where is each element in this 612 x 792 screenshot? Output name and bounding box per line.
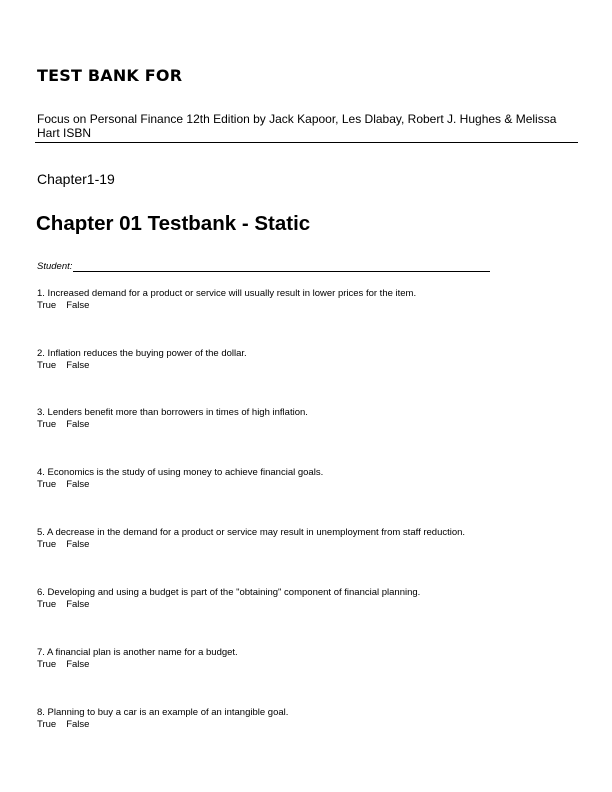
question-item [37,288,416,311]
student-field [37,261,490,272]
question-text: 1. Increased demand for a product or service will usually result in lower prices for the item. [37,288,417,299]
option-false[interactable]: False [66,299,90,311]
option-true[interactable]: True [37,299,57,311]
question-text: 5. A decrease in the demand for a product or service may result in unemployment from staff reduction. [37,527,466,538]
student-name-line[interactable] [73,261,490,272]
test-bank-banner: TEST BANK FOR [37,66,183,85]
question-item [37,707,288,730]
option-true[interactable]: True [37,658,57,670]
option-true[interactable]: True [37,478,57,490]
option-true[interactable]: True [37,538,57,550]
option-true[interactable]: True [37,418,57,430]
option-false[interactable]: False [66,598,90,610]
option-true[interactable]: True [37,359,57,371]
option-true[interactable]: True [37,718,57,730]
question-text: 4. Economics is the study of using money to achieve financial goals. [37,467,324,478]
option-false[interactable]: False [66,658,90,670]
question-item [37,587,420,610]
question-item [37,647,238,670]
question-item [37,467,323,490]
book-info: Focus on Personal Finance 12th Edition by Jack Kapoor, Les Dlabay, Robert J. Hughes & Melissa Hart ISBN [37,112,557,140]
question-item [37,348,247,371]
question-text: 8. Planning to buy a car is an example of an intangible goal. [37,707,289,718]
question-text: 3. Lenders benefit more than borrowers in times of high inflation. [37,407,308,418]
question-text: 7. A financial plan is another name for a budget. [37,647,238,658]
question-item [37,407,308,430]
option-false[interactable]: False [66,478,90,490]
student-label: Student: [37,261,73,272]
chapter-range: Chapter1-19 [37,171,115,187]
option-true[interactable]: True [37,598,57,610]
option-false[interactable]: False [66,538,90,550]
question-text: 2. Inflation reduces the buying power of the dollar. [37,348,247,359]
page-title: Chapter 01 Testbank - Static [36,212,311,235]
header-divider [35,142,578,143]
option-false[interactable]: False [66,359,90,371]
question-text: 6. Developing and using a budget is part of the "obtaining" component of financial planning. [37,587,421,598]
question-item [37,527,465,550]
option-false[interactable]: False [66,718,90,730]
option-false[interactable]: False [66,418,90,430]
